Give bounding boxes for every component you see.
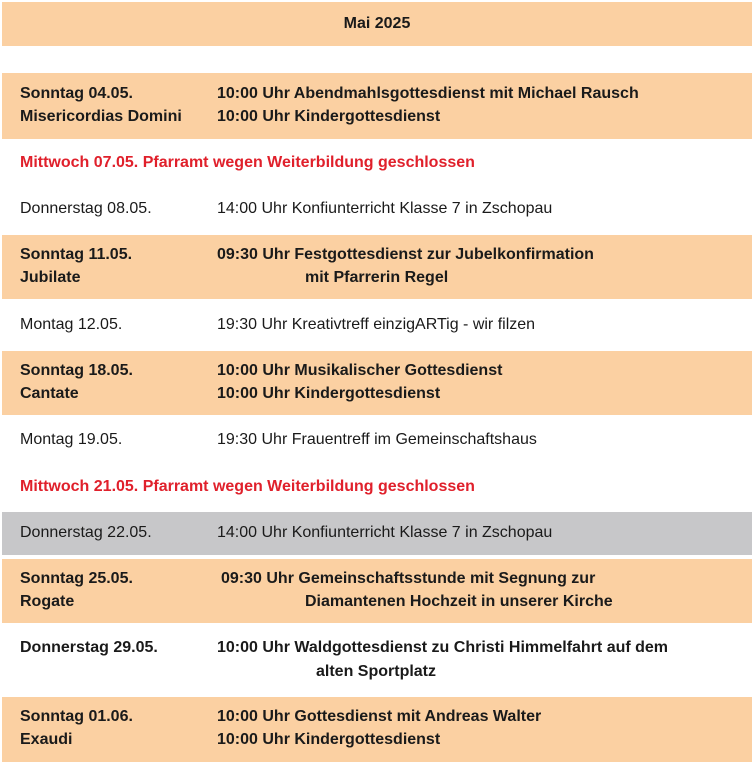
event-text: 14:00 Uhr Konfiunterricht Klasse 7 in Zschopau [217, 200, 553, 217]
event-row [2, 559, 752, 623]
event-day: Montag 19.05. [20, 431, 123, 448]
event-day-name: Misericordias Domini [20, 108, 182, 125]
event-day: Donnerstag 29.05. [20, 639, 158, 656]
month-header [2, 2, 752, 46]
event-text-2: 10:00 Uhr Kindergottesdienst [217, 731, 441, 748]
event-text: 09:30 Uhr Festgottesdienst zur Jubelkonfirmation [217, 246, 594, 263]
event-row [2, 512, 752, 555]
event-row [2, 73, 752, 139]
event-text-2: mit Pfarrerin Regel [305, 269, 449, 286]
event-row [2, 304, 752, 348]
event-row [2, 627, 752, 693]
event-text-2: 10:00 Uhr Kindergottesdienst [217, 385, 441, 402]
event-text: 19:30 Uhr Frauentreff im Gemeinschaftshaus [217, 431, 537, 448]
event-day-name: Exaudi [20, 731, 73, 748]
event-day-name: Rogate [20, 593, 75, 610]
event-text: 14:00 Uhr Konfiunterricht Klasse 7 in Zschopau [217, 524, 553, 541]
event-day: Sonntag 01.06. [20, 708, 133, 725]
event-text-2: 10:00 Uhr Kindergottesdienst [217, 108, 441, 125]
closure-notice: Mittwoch 21.05. Pfarramt wegen Weiterbildung geschlossen [20, 478, 475, 495]
event-row [2, 697, 752, 762]
event-text: 19:30 Uhr Kreativtreff einzigARTig - wir filzen [217, 316, 536, 333]
event-row [2, 188, 752, 232]
event-day: Montag 12.05. [20, 316, 123, 333]
event-day-name: Cantate [20, 385, 79, 402]
event-text: 09:30 Uhr Gemeinschaftsstunde mit Segnung zur [221, 570, 596, 587]
event-row [2, 235, 752, 299]
event-text: 10:00 Uhr Waldgottesdienst zu Christi Himmelfahrt auf dem [217, 639, 669, 656]
event-day: Sonntag 11.05. [20, 246, 133, 263]
event-day: Sonntag 18.05. [20, 362, 133, 379]
event-day: Sonntag 04.05. [20, 85, 133, 102]
event-day: Donnerstag 22.05. [20, 524, 152, 541]
event-text: 10:00 Uhr Musikalischer Gottesdienst [217, 362, 503, 379]
event-text-2: Diamantenen Hochzeit in unserer Kirche [305, 593, 613, 610]
event-day: Donnerstag 08.05. [20, 200, 152, 217]
event-text-2: alten Sportplatz [316, 663, 437, 680]
month-title: Mai 2025 [343, 15, 411, 32]
event-row [2, 419, 752, 463]
event-text: 10:00 Uhr Gottesdienst mit Andreas Walter [217, 708, 542, 725]
closure-notice: Mittwoch 07.05. Pfarramt wegen Weiterbildung geschlossen [20, 154, 475, 171]
event-day-name: Jubilate [20, 269, 81, 286]
event-row [2, 351, 752, 415]
event-text: 10:00 Uhr Abendmahlsgottesdienst mit Michael Rausch [217, 85, 639, 102]
event-day: Sonntag 25.05. [20, 570, 133, 587]
